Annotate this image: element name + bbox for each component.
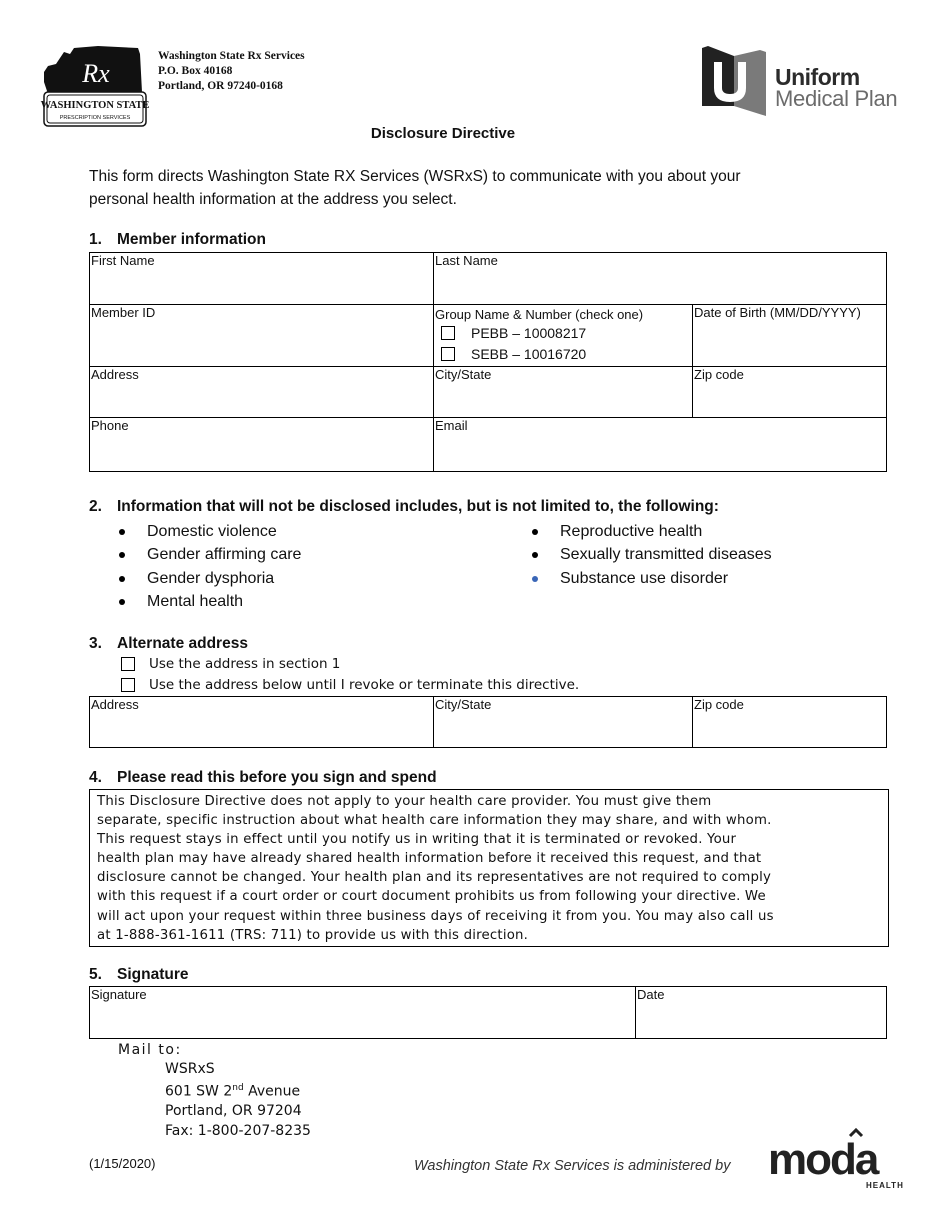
intro-text — [89, 165, 849, 211]
org-address — [158, 49, 305, 94]
alt-city-state-label: City/State — [435, 697, 492, 712]
alt-city-state-field[interactable] — [434, 697, 693, 748]
alt-zip-label: Zip code — [694, 697, 744, 712]
phone-label: Phone — [91, 418, 129, 433]
disclosure-notice — [89, 789, 889, 947]
mail-fax: Fax: 1-800-207-8235 — [165, 1122, 311, 1139]
mail-address — [165, 1060, 311, 1141]
list-item-text: Gender affirming care — [147, 546, 302, 564]
uniform-medical-plan-logo — [700, 44, 912, 120]
bullet-icon — [119, 529, 125, 535]
mail-name: WSRxS — [165, 1061, 215, 1077]
list-item — [530, 567, 772, 591]
last-name-label: Last Name — [435, 253, 498, 268]
member-id-label: Member ID — [91, 305, 156, 320]
ump-u-icon — [700, 44, 770, 120]
mail-street-num: 601 SW 2 — [165, 1084, 233, 1101]
list-item-text: Gender dysphoria — [147, 569, 275, 587]
pebb-label: PEBB – 10008217 — [471, 324, 587, 341]
moda-word: moda — [768, 1135, 878, 1184]
org-po-box: P.O. Box 40168 — [158, 65, 233, 77]
section-5-title: Signature — [117, 966, 189, 983]
sebb-label: SEBB – 10016720 — [471, 345, 587, 362]
section-2-number: 2. — [89, 498, 102, 515]
moda-health-sub: HEALTH — [866, 1181, 904, 1190]
moda-health-logo — [768, 1127, 904, 1190]
section-1-heading — [89, 231, 266, 249]
alternate-address-table — [89, 696, 887, 748]
section-3-number: 3. — [89, 635, 102, 652]
bullet-icon — [119, 552, 125, 558]
notice-line: disclosure cannot be changed. Your health plan and its representatives are not required to comply — [97, 870, 772, 886]
form-date: (1/15/2020) — [89, 1156, 156, 1171]
section-1-number: 1. — [89, 231, 102, 248]
notice-line: separate, specific instruction about what health care information they may share, and with whom. — [97, 813, 772, 829]
list-item — [117, 591, 301, 615]
administered-by-text: Washington State Rx Services is administered by — [414, 1158, 731, 1174]
section-1-title: Member information — [117, 231, 266, 248]
alt-address-label: Address — [91, 697, 139, 712]
section-2-title: Information that will not be disclosed includes, but is not limited to, the following: — [117, 498, 719, 515]
mail-street — [165, 1079, 311, 1102]
signature-table — [89, 986, 887, 1039]
use-below-label: Use the address below until I revoke or terminate this directive. — [149, 677, 580, 693]
notice-line: at 1-888-361-1611 (TRS: 711) to provide us with this direction. — [97, 927, 529, 943]
mail-city: Portland, OR 97204 — [165, 1103, 302, 1120]
use-below-option[interactable] — [121, 677, 579, 693]
washington-state-map-icon — [42, 44, 150, 130]
date-field[interactable] — [636, 987, 887, 1039]
list-item — [530, 520, 772, 544]
phone-field[interactable] — [90, 418, 434, 472]
email-field[interactable] — [434, 418, 887, 472]
notice-line: with this request if a court order or court document prohibits us from following your directive. We — [97, 889, 766, 905]
section-4-title: Please read this before you sign and spend — [117, 769, 437, 786]
ump-logo-line2: Medical Plan — [775, 86, 898, 111]
member-id-field[interactable] — [90, 305, 434, 367]
email-label: Email — [435, 418, 468, 433]
last-name-field[interactable] — [434, 253, 887, 305]
member-info-table — [89, 252, 887, 472]
signature-field[interactable] — [90, 987, 636, 1039]
excluded-list-left — [117, 520, 301, 614]
bullet-icon — [119, 599, 125, 605]
pebb-option[interactable] — [441, 322, 691, 343]
section-4-number: 4. — [89, 769, 102, 786]
use-section1-checkbox[interactable] — [121, 657, 135, 671]
zip-label: Zip code — [694, 367, 744, 382]
use-below-checkbox[interactable] — [121, 678, 135, 692]
notice-line: health plan may have already shared health information before it received this request, and that — [97, 851, 762, 867]
list-item-text: Sexually transmitted diseases — [560, 546, 772, 564]
list-item-text: Reproductive health — [560, 522, 703, 540]
excluded-list-right — [530, 520, 772, 591]
org-city: Portland, OR 97240-0168 — [158, 80, 283, 92]
mail-to-label: Mail to: — [118, 1042, 182, 1058]
section-5-heading — [89, 966, 188, 984]
first-name-field[interactable] — [90, 253, 434, 305]
use-section1-label: Use the address in section 1 — [149, 656, 341, 672]
intro-line-1: This form directs Washington State RX Services (WSRxS) to communicate with you about your — [89, 168, 741, 185]
first-name-label: First Name — [91, 253, 155, 268]
intro-line-2: personal health information at the address you select. — [89, 191, 457, 208]
city-state-field[interactable] — [434, 367, 693, 418]
list-item — [117, 567, 301, 591]
section-4-heading — [89, 769, 437, 787]
city-state-label: City/State — [435, 367, 492, 382]
mail-street-rest: Avenue — [243, 1084, 301, 1101]
group-field — [434, 305, 693, 367]
use-section1-option[interactable] — [121, 656, 340, 672]
alt-zip-field[interactable] — [693, 697, 887, 748]
page-title: Disclosure Directive — [370, 125, 516, 142]
sebb-checkbox[interactable] — [441, 347, 455, 361]
bullet-icon — [532, 552, 538, 558]
address-field[interactable] — [90, 367, 434, 418]
bullet-icon — [532, 529, 538, 535]
dob-field[interactable] — [693, 305, 887, 367]
rx-mark: Rx — [82, 59, 110, 88]
list-item — [117, 544, 301, 568]
alt-address-field[interactable] — [90, 697, 434, 748]
group-label: Group Name & Number (check one) — [435, 307, 644, 322]
moda-logo-icon — [768, 1127, 904, 1190]
list-item-text: Mental health — [147, 593, 244, 611]
bullet-icon — [532, 576, 538, 582]
address-label: Address — [91, 367, 139, 382]
list-item — [530, 544, 772, 568]
section-3-title: Alternate address — [117, 635, 248, 652]
section-3-heading — [89, 635, 248, 653]
zip-field[interactable] — [693, 367, 887, 418]
dob-label: Date of Birth (MM/DD/YYYY) — [694, 305, 861, 320]
wsrx-logo-name: WASHINGTON STATE — [40, 100, 150, 111]
mail-street-sup: nd — [232, 1083, 244, 1094]
list-item-text: Domestic violence — [147, 522, 277, 540]
list-item — [117, 520, 301, 544]
wsrx-logo — [42, 44, 150, 130]
ump-logo-line1: Uniform — [775, 64, 860, 90]
notice-line: will act upon your request within three business days of receiving it from you. You may also call us — [97, 908, 774, 924]
section-2-heading — [89, 498, 719, 516]
bullet-icon — [119, 576, 125, 582]
wsrx-logo-sub: PRESCRIPTION SERVICES — [59, 115, 131, 121]
org-name: Washington State Rx Services — [158, 50, 305, 62]
notice-line: This request stays in effect until you notify us in writing that it is terminated or revoked. Your — [97, 832, 737, 848]
section-5-number: 5. — [89, 966, 102, 983]
sebb-option[interactable] — [441, 343, 691, 364]
signature-label: Signature — [91, 987, 147, 1002]
list-item-text: Substance use disorder — [560, 569, 729, 587]
pebb-checkbox[interactable] — [441, 326, 455, 340]
notice-line: This Disclosure Directive does not apply to your health care provider. You must give them — [97, 794, 712, 809]
date-label: Date — [637, 987, 665, 1002]
